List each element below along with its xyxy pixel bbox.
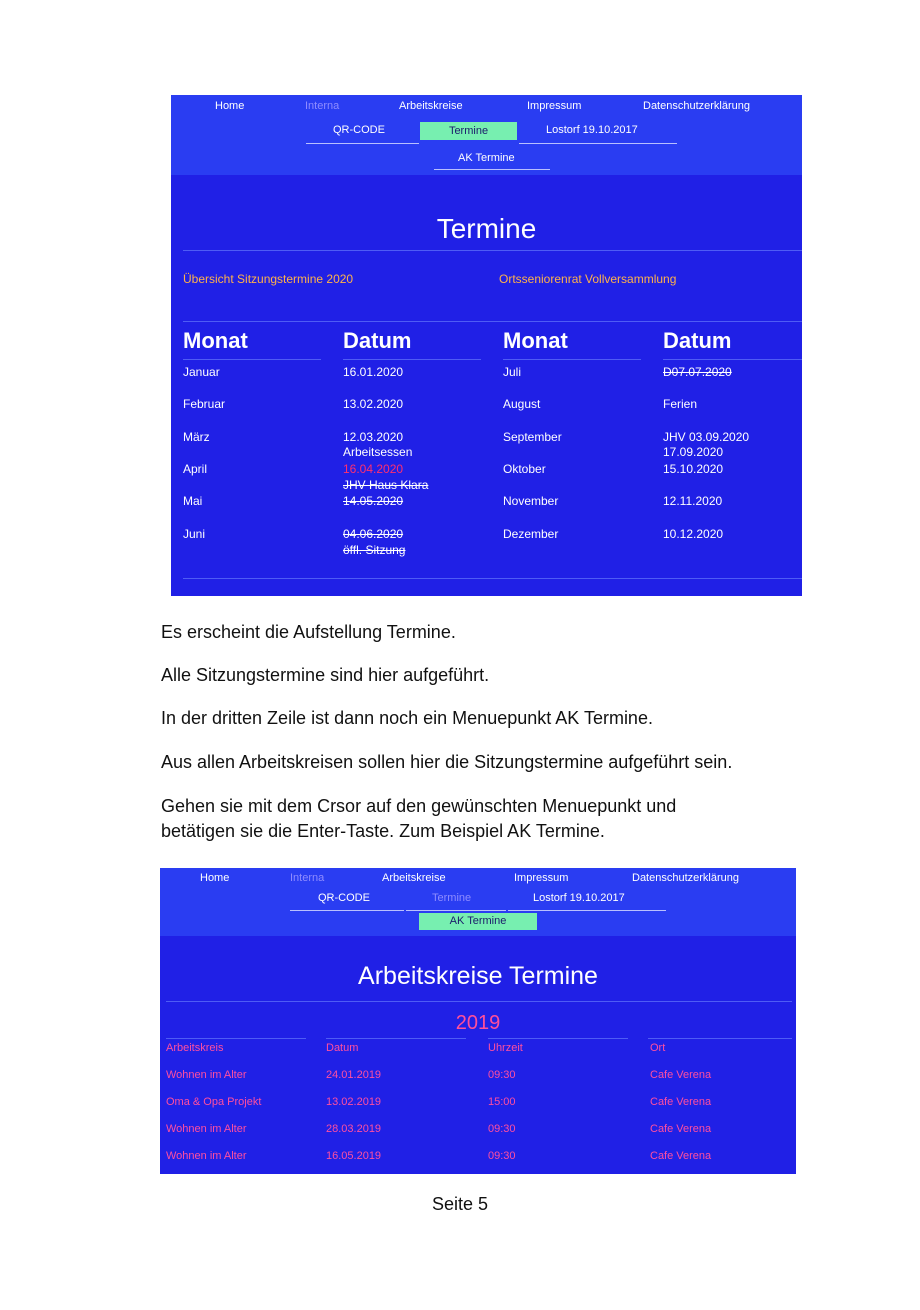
- cell-note: öffl. Sitzung: [343, 543, 406, 557]
- nav-impressum[interactable]: Impressum: [514, 872, 569, 884]
- table-cell: 09:30: [488, 1069, 516, 1081]
- col-header-datum-1: Datum: [343, 328, 412, 353]
- col-header-ort: Ort: [650, 1042, 666, 1054]
- col-header-datum-2: Datum: [663, 328, 732, 353]
- nav-qr-code[interactable]: QR-CODE: [318, 892, 370, 904]
- cell-date: 10.12.2020: [663, 527, 724, 541]
- nav-termine[interactable]: Termine: [432, 892, 472, 904]
- table-cell: Cafe Verena: [650, 1096, 712, 1108]
- cell-month: Januar: [183, 365, 220, 379]
- main-nav: [171, 95, 802, 117]
- nav-lostorf[interactable]: Lostorf 19.10.2017: [546, 124, 638, 136]
- page-title: Termine: [436, 213, 537, 244]
- paragraph: Gehen sie mit dem Crsor auf den gewünschten Menuepunkt und: [161, 796, 677, 816]
- year-heading: 2019: [455, 1012, 501, 1034]
- cell-month: September: [503, 430, 562, 444]
- cell-month: Februar: [183, 397, 226, 411]
- page-number: Seite 5: [431, 1194, 489, 1214]
- cell-month: Oktober: [503, 462, 546, 476]
- nav-datenschutz[interactable]: Datenschutzerklärung: [632, 872, 740, 884]
- cell-month: Juli: [503, 365, 522, 379]
- table-cell: Wohnen im Alter: [166, 1123, 247, 1135]
- sub-nav: [171, 117, 802, 175]
- cell-date: 14.05.2020: [343, 494, 404, 508]
- cell-date: 16.01.2020: [343, 365, 404, 379]
- nav-ak-termine[interactable]: AK Termine: [458, 152, 515, 164]
- nav-home[interactable]: Home: [215, 100, 245, 112]
- cell-month: Dezember: [503, 527, 559, 541]
- col-header-datum: Datum: [326, 1042, 359, 1054]
- table-cell: 13.02.2019: [326, 1096, 382, 1108]
- cell-month: Mai: [183, 494, 203, 508]
- main-nav: [160, 868, 796, 888]
- nav-home[interactable]: Home: [200, 872, 230, 884]
- table-cell: 09:30: [488, 1123, 516, 1135]
- cell-month: April: [183, 462, 208, 476]
- table-cell: Cafe Verena: [650, 1123, 712, 1135]
- table-cell: Wohnen im Alter: [166, 1150, 247, 1162]
- col-header-arbeitskreis: Arbeitskreis: [166, 1042, 224, 1054]
- table-cell: 24.01.2019: [326, 1069, 382, 1081]
- cell-date: 12.03.2020: [343, 430, 404, 444]
- cell-note: Arbeitsessen: [343, 445, 413, 459]
- nav-arbeitskreise[interactable]: Arbeitskreise: [382, 872, 446, 884]
- cell-date: 17.09.2020: [663, 445, 724, 459]
- col-header-uhrzeit: Uhrzeit: [488, 1042, 523, 1054]
- nav-arbeitskreise[interactable]: Arbeitskreise: [399, 100, 463, 112]
- nav-lostorf[interactable]: Lostorf 19.10.2017: [533, 892, 625, 904]
- cell-date: D07.07.2020: [663, 365, 732, 379]
- table-cell: Cafe Verena: [650, 1069, 712, 1081]
- nav-termine-active[interactable]: Termine: [420, 122, 517, 140]
- nav-qr-code[interactable]: QR-CODE: [333, 124, 385, 136]
- cell-month: Juni: [183, 527, 206, 541]
- cell-date: JHV 03.09.2020: [663, 430, 750, 444]
- paragraph: betätigen sie die Enter-Taste. Zum Beispiel AK Termine.: [161, 821, 605, 841]
- cell-note: JHV Haus Klara: [343, 478, 429, 492]
- paragraph: Alle Sitzungstermine sind hier aufgeführt.: [161, 665, 490, 685]
- table-cell: Wohnen im Alter: [166, 1069, 247, 1081]
- link-uebersicht[interactable]: Übersicht Sitzungstermine 2020: [183, 272, 354, 286]
- table-cell: Oma & Opa Projekt: [166, 1096, 262, 1108]
- nav-interna[interactable]: Interna: [305, 100, 340, 112]
- paragraph: In der dritten Zeile ist dann noch ein Menuepunkt AK Termine.: [161, 708, 653, 728]
- col-header-monat-2: Monat: [503, 328, 568, 353]
- termine-screenshot: [171, 95, 802, 596]
- cell-month: November: [503, 494, 559, 508]
- table-cell: 28.03.2019: [326, 1123, 382, 1135]
- cell-date: 12.11.2020: [663, 494, 723, 508]
- cell-date: 04.06.2020: [343, 527, 404, 541]
- col-header-monat-1: Monat: [183, 328, 248, 353]
- page-title: Arbeitskreise Termine: [358, 962, 598, 990]
- sub-nav: [160, 888, 796, 936]
- nav-interna[interactable]: Interna: [290, 872, 325, 884]
- cell-date: 15.10.2020: [663, 462, 724, 476]
- cell-date: 13.02.2020: [343, 397, 404, 411]
- link-vollversammlung[interactable]: Ortsseniorenrat Vollversammlung: [499, 272, 677, 286]
- table-cell: 09:30: [488, 1150, 516, 1162]
- cell-month: August: [503, 397, 541, 411]
- table-cell: 16.05.2019: [326, 1150, 382, 1162]
- nav-datenschutz[interactable]: Datenschutzerklärung: [643, 100, 751, 112]
- cell-date: Ferien: [663, 397, 698, 411]
- paragraph: Aus allen Arbeitskreisen sollen hier die Sitzungstermine aufgeführt sein.: [161, 752, 733, 772]
- cell-date-highlight: 16.04.2020: [343, 462, 404, 476]
- nav-ak-termine-active[interactable]: AK Termine: [419, 913, 537, 930]
- ak-termine-screenshot: [160, 868, 796, 1174]
- table-cell: Cafe Verena: [650, 1150, 712, 1162]
- paragraph: Es erscheint die Aufstellung Termine.: [161, 622, 456, 642]
- cell-month: März: [183, 430, 210, 444]
- table-cell: 15:00: [488, 1096, 516, 1108]
- nav-impressum[interactable]: Impressum: [527, 100, 582, 112]
